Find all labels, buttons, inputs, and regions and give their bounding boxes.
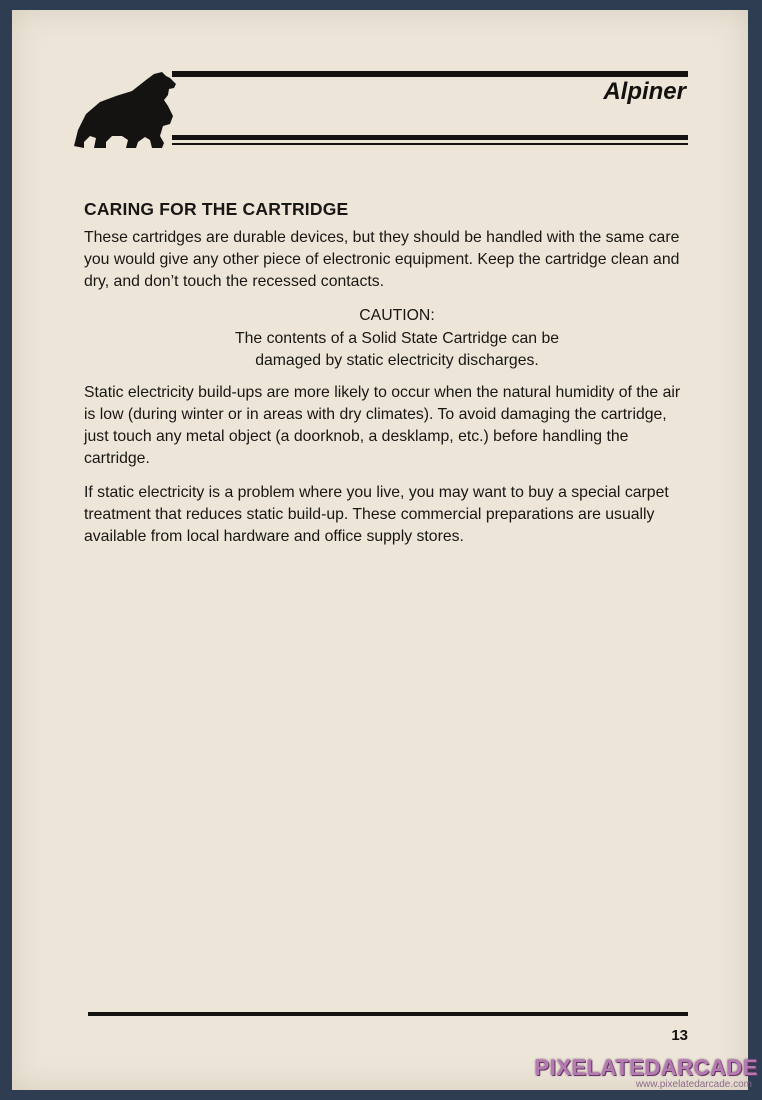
site-watermark	[535, 1057, 758, 1090]
caution-heading: CAUTION:	[359, 307, 435, 324]
caution-text	[84, 328, 694, 372]
watermark-url: www.pixelatedarcade.com	[635, 1079, 752, 1090]
content-section	[84, 198, 694, 560]
carpet-treatment-paragraph: If static electricity is a problem where you live, you may want to buy a special carpet treatment that reduces static build-up. These commercial preparations are usually available from local hardware and office supply stores.	[84, 484, 669, 545]
footer-rule	[88, 1012, 688, 1016]
static-electricity-paragraph: Static electricity build-ups are more likely to occur when the natural humidity of the air is low (during winter or in areas with dry climates). To avoid damaging the cartridge, just touch any metal object (a doorknob, a desklamp, etc.) before handling the cartridge.	[84, 384, 681, 467]
intro-paragraph: These cartridges are durable devices, but they should be handled with the same care you would give any other piece of electronic equipment. Keep the cartridge clean and dry, and don’t touch the recessed contacts.	[84, 229, 680, 290]
watermark-title: PIXELATEDARCADE	[534, 1055, 758, 1080]
brand-title: Alpiner	[603, 78, 686, 105]
page-number: 13	[671, 1027, 688, 1044]
section-title: CARING FOR THE CARTRIDGE	[84, 199, 349, 219]
manual-page	[12, 10, 748, 1090]
header-rule-top	[172, 71, 688, 77]
caution-line-1: The contents of a Solid State Cartridge can be	[234, 330, 560, 347]
header-rule-bottom-thin	[172, 143, 688, 145]
header-rule-bottom-thick	[172, 135, 688, 140]
caution-line-2: damaged by static electricity discharges.	[255, 352, 539, 369]
bear-logo-icon	[72, 70, 187, 150]
